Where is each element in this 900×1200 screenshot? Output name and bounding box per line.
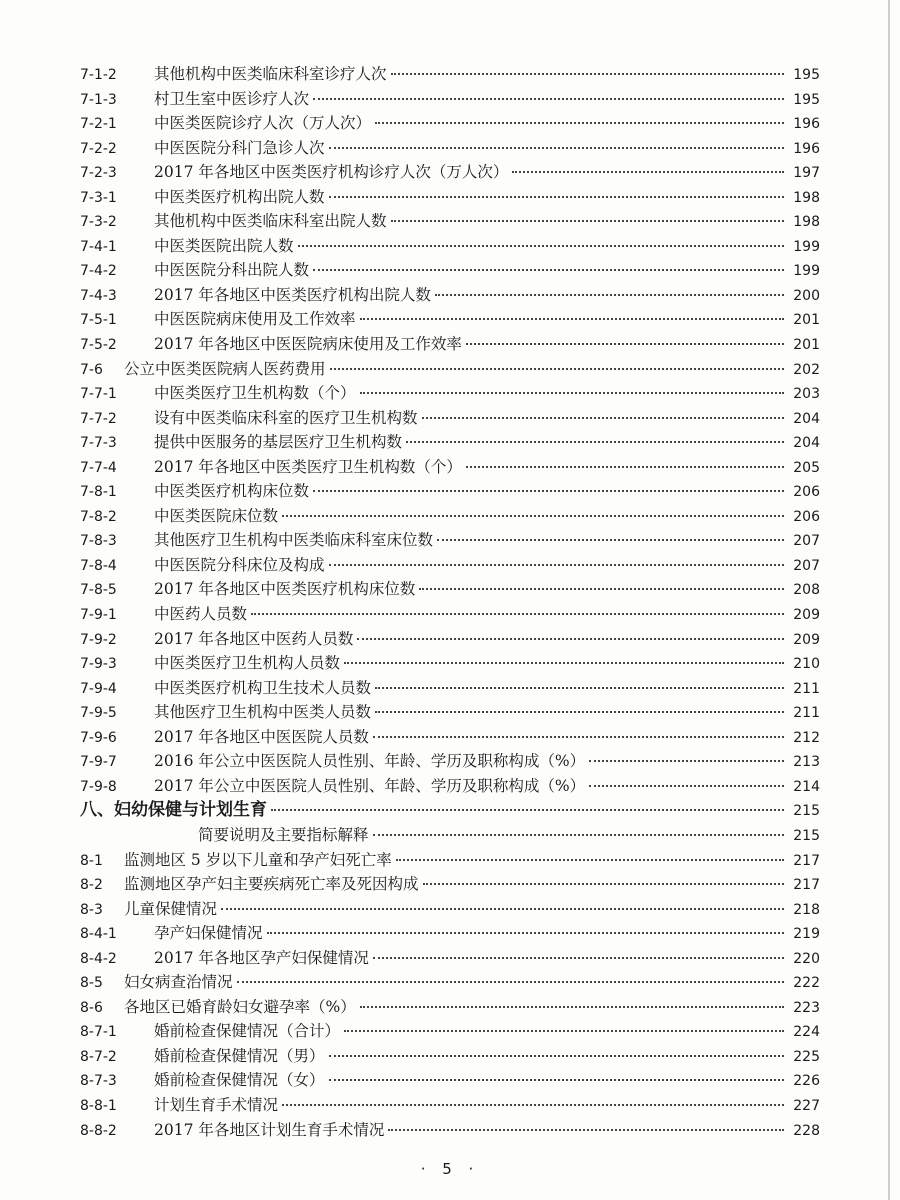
toc-dot-leader <box>330 367 784 370</box>
toc-entry-number: 8-6 <box>80 999 103 1016</box>
toc-entry-title: 2017 年各地区计划生育手术情况 <box>154 1120 385 1139</box>
toc-entry-title: 监测地区孕产妇主要疾病死亡率及死因构成 <box>124 875 419 894</box>
toc-entry-title: 2017 年各地区中医医院人员数 <box>154 727 369 746</box>
toc-entry-page: 208 <box>793 582 820 599</box>
toc-entry <box>80 136 820 161</box>
toc-entry-number: 7-6 <box>80 361 103 378</box>
toc-entry-title: 村卫生室中医诊疗人次 <box>154 89 310 108</box>
toc-entry-page: 206 <box>793 484 820 501</box>
toc-entry-page: 198 <box>793 189 820 206</box>
toc-dot-leader <box>375 686 784 689</box>
toc-entry-number: 7-5-1 <box>80 312 117 329</box>
toc-entry-number: 7-8-1 <box>80 484 117 501</box>
toc-entry-number: 7-4-2 <box>80 263 117 280</box>
toc-entry-page: 207 <box>793 557 820 574</box>
toc-dot-leader <box>344 661 784 664</box>
table-of-contents <box>80 62 820 1142</box>
toc-dot-leader <box>375 710 784 713</box>
toc-entry-page: 217 <box>793 877 820 894</box>
toc-entry <box>80 602 820 627</box>
toc-entry <box>80 651 820 676</box>
toc-dot-leader <box>329 563 784 566</box>
toc-dot-leader <box>360 317 784 320</box>
toc-dot-leader <box>360 1005 784 1008</box>
toc-entry <box>80 725 820 750</box>
toc-entry <box>80 995 820 1020</box>
toc-dot-leader <box>391 72 784 75</box>
toc-entry-page: 206 <box>793 508 820 525</box>
toc-entry-title: 中医医院分科门急诊人次 <box>154 138 325 157</box>
toc-entry-page: 204 <box>793 435 820 452</box>
toc-entry <box>80 283 820 308</box>
toc-dot-leader <box>282 514 784 517</box>
toc-entry <box>80 258 820 283</box>
toc-dot-leader <box>435 293 784 296</box>
page-edge <box>888 0 890 1200</box>
toc-entry <box>80 111 820 136</box>
toc-entry-title: 中医医院分科床位及构成 <box>154 555 325 574</box>
toc-entry <box>80 160 820 185</box>
toc-entry-page: 223 <box>793 999 820 1016</box>
toc-entry <box>80 209 820 234</box>
toc-entry-page: 220 <box>793 950 820 967</box>
toc-entry-title: 公立中医类医院病人医药费用 <box>124 359 326 378</box>
toc-section-heading <box>80 798 820 823</box>
toc-dot-leader <box>406 440 784 443</box>
toc-entry-page: 204 <box>793 410 820 427</box>
toc-dot-leader <box>373 956 784 959</box>
toc-entry-page: 196 <box>793 116 820 133</box>
toc-entry-page: 226 <box>793 1073 820 1090</box>
toc-entry <box>80 1044 820 1069</box>
toc-dot-leader <box>313 97 784 100</box>
toc-entry-number: 8-8-2 <box>80 1122 117 1139</box>
toc-entry <box>80 406 820 431</box>
toc-dot-leader <box>396 858 784 861</box>
toc-entry-page: 209 <box>793 607 820 624</box>
toc-entry <box>80 749 820 774</box>
toc-entry-number: 7-1-2 <box>80 67 117 83</box>
toc-entry-title: 2017 年各地区中医药人员数 <box>154 629 354 648</box>
toc-entry-title: 监测地区 5 岁以下儿童和孕产妇死亡率 <box>124 850 392 869</box>
toc-dot-leader <box>360 391 784 394</box>
toc-entry-title: 2017 年各地区中医类医疗卫生机构数（个） <box>154 457 462 476</box>
toc-entry-page: 203 <box>793 386 820 403</box>
toc-entry <box>80 577 820 602</box>
toc-entry-title: 计划生育手术情况 <box>154 1095 279 1114</box>
toc-entry-title: 孕产妇保健情况 <box>154 924 263 943</box>
toc-entry-title: 各地区已婚育龄妇女避孕率（%） <box>124 997 356 1016</box>
toc-entry-title: 中医医院病床使用及工作效率 <box>154 310 356 329</box>
toc-entry-page: 205 <box>793 459 820 476</box>
page-number: · 5 · <box>420 1160 480 1178</box>
toc-dot-leader <box>329 1078 784 1081</box>
toc-entry-title: 婚前检查保健情况（男） <box>154 1046 325 1065</box>
toc-entry-page: 211 <box>793 680 820 697</box>
toc-entry-number: 7-2-1 <box>80 116 117 133</box>
toc-dot-leader <box>391 219 784 222</box>
toc-entry-title: 婚前检查保健情况（合计） <box>154 1022 341 1041</box>
toc-entry-title: 中医类医疗卫生机构人员数 <box>154 654 341 673</box>
toc-entry-title: 2017 年各地区中医类医疗机构诊疗人次（万人次） <box>154 163 509 182</box>
toc-dot-leader <box>589 784 784 787</box>
toc-entry <box>80 62 820 87</box>
toc-entry <box>80 823 820 848</box>
toc-entry-number: 7-7-4 <box>80 459 117 476</box>
toc-entry-number: 8-5 <box>80 975 103 992</box>
toc-entry-number: 8-2 <box>80 877 103 894</box>
toc-entry-number: 8-7-2 <box>80 1048 117 1065</box>
toc-entry-number: 7-9-8 <box>80 778 117 795</box>
toc-dot-leader <box>589 759 784 762</box>
toc-dot-leader <box>329 146 784 149</box>
toc-entry-number: 7-9-6 <box>80 729 117 746</box>
toc-entry-title: 中医类医院出院人数 <box>154 236 294 255</box>
toc-dot-leader <box>375 121 784 124</box>
toc-dot-leader <box>419 587 784 590</box>
toc-entry-number: 7-9-5 <box>80 705 117 722</box>
toc-entry-number: 8-7-1 <box>80 1024 117 1041</box>
toc-entry-page: 195 <box>793 67 820 83</box>
toc-entry-page: 195 <box>793 91 820 108</box>
toc-entry-title: 2017 年各地区中医类医疗机构出院人数 <box>154 285 431 304</box>
toc-entry-page: 228 <box>793 1122 820 1139</box>
toc-dot-leader <box>221 907 784 910</box>
toc-entry <box>80 676 820 701</box>
toc-entry-title: 中医类医疗机构出院人数 <box>154 187 325 206</box>
toc-entry-number: 7-4-1 <box>80 238 117 255</box>
toc-entry-title: 2017 年公立中医医院人员性别、年龄、学历及职称构成（%） <box>154 776 586 795</box>
toc-entry <box>80 185 820 210</box>
toc-entry-title: 设有中医类临床科室的医疗卫生机构数 <box>154 408 418 427</box>
toc-entry-title: 中医类医院床位数 <box>154 506 279 525</box>
toc-entry-page: 197 <box>793 165 820 182</box>
toc-entry <box>80 1093 820 1118</box>
toc-dot-leader <box>373 833 784 836</box>
toc-entry <box>80 921 820 946</box>
toc-dot-leader <box>373 735 784 738</box>
toc-entry-page: 207 <box>793 533 820 550</box>
toc-entry <box>80 87 820 112</box>
toc-entry-title: 八、妇幼保健与计划生育 <box>80 800 267 821</box>
toc-dot-leader <box>329 195 784 198</box>
toc-dot-leader <box>282 1103 784 1106</box>
toc-dot-leader <box>437 538 784 541</box>
toc-entry-number: 8-4-2 <box>80 950 117 967</box>
toc-entry-number: 7-7-1 <box>80 386 117 403</box>
toc-entry-title: 2017 年各地区中医类医疗机构床位数 <box>154 580 416 599</box>
toc-entry-title: 提供中医服务的基层医疗卫生机构数 <box>154 433 403 452</box>
toc-entry-page: 201 <box>793 312 820 329</box>
toc-entry-number: 7-2-3 <box>80 165 117 182</box>
toc-entry-number: 7-9-4 <box>80 680 117 697</box>
toc-dot-leader <box>388 1128 784 1131</box>
toc-entry <box>80 700 820 725</box>
toc-entry-title: 2016 年公立中医医院人员性别、年龄、学历及职称构成（%） <box>154 752 586 771</box>
toc-entry-page: 209 <box>793 631 820 648</box>
toc-entry-number: 7-8-2 <box>80 508 117 525</box>
toc-entry-page: 215 <box>793 803 820 820</box>
toc-entry-page: 201 <box>793 337 820 354</box>
toc-entry-title: 简要说明及主要指标解释 <box>198 825 369 844</box>
toc-entry-title: 2017 年各地区中医医院病床使用及工作效率 <box>154 335 462 354</box>
toc-entry-number: 7-5-2 <box>80 337 117 354</box>
toc-entry-number: 8-4-1 <box>80 926 117 943</box>
toc-entry <box>80 479 820 504</box>
toc-entry <box>80 946 820 971</box>
toc-entry-page: 213 <box>793 754 820 771</box>
toc-dot-leader <box>267 931 784 934</box>
toc-entry <box>80 553 820 578</box>
toc-entry-page: 222 <box>793 975 820 992</box>
toc-dot-leader <box>237 980 784 983</box>
toc-entry-page: 199 <box>793 263 820 280</box>
toc-dot-leader <box>298 244 784 247</box>
toc-entry-title: 2017 年各地区孕产妇保健情况 <box>154 948 369 967</box>
toc-entry-number: 7-9-1 <box>80 607 117 624</box>
toc-entry-number: 7-1-3 <box>80 91 117 108</box>
toc-entry-number: 7-8-5 <box>80 582 117 599</box>
toc-entry-title: 其他医疗卫生机构中医类人员数 <box>154 703 372 722</box>
toc-entry <box>80 897 820 922</box>
toc-entry <box>80 528 820 553</box>
toc-dot-leader <box>329 1054 784 1057</box>
toc-entry-number: 7-8-4 <box>80 557 117 574</box>
toc-entry-page: 225 <box>793 1048 820 1065</box>
toc-entry-title: 妇女病查治情况 <box>124 973 233 992</box>
toc-entry-title: 中医类医疗机构床位数 <box>154 482 310 501</box>
toc-entry-page: 219 <box>793 926 820 943</box>
toc-entry <box>80 774 820 799</box>
toc-entry-number: 8-8-1 <box>80 1097 117 1114</box>
toc-dot-leader <box>251 612 784 615</box>
toc-entry-number: 7-9-2 <box>80 631 117 648</box>
toc-dot-leader <box>422 416 784 419</box>
toc-entry-title: 其他机构中医类临床科室诊疗人次 <box>154 65 387 83</box>
toc-entry-title: 中医类医院诊疗人次（万人次） <box>154 114 372 133</box>
toc-entry-page: 227 <box>793 1097 820 1114</box>
toc-entry-title: 其他机构中医类临床科室出院人数 <box>154 212 387 231</box>
toc-dot-leader <box>313 489 784 492</box>
toc-entry-page: 202 <box>793 361 820 378</box>
toc-entry-number: 7-8-3 <box>80 533 117 550</box>
toc-entry <box>80 1068 820 1093</box>
toc-entry <box>80 504 820 529</box>
toc-dot-leader <box>344 1029 784 1032</box>
toc-entry-page: 211 <box>793 705 820 722</box>
toc-entry <box>80 970 820 995</box>
toc-entry-number: 7-7-3 <box>80 435 117 452</box>
toc-dot-leader <box>466 465 784 468</box>
toc-entry-number: 8-1 <box>80 852 103 869</box>
toc-entry-page: 198 <box>793 214 820 231</box>
toc-entry <box>80 381 820 406</box>
toc-entry-number: 7-3-2 <box>80 214 117 231</box>
toc-entry-number: 7-3-1 <box>80 189 117 206</box>
toc-entry-number: 7-2-2 <box>80 140 117 157</box>
toc-entry-page: 199 <box>793 238 820 255</box>
toc-dot-leader <box>512 170 784 173</box>
toc-entry-number: 7-7-2 <box>80 410 117 427</box>
toc-entry <box>80 1118 820 1143</box>
toc-entry <box>80 234 820 259</box>
toc-entry-page: 217 <box>793 852 820 869</box>
toc-entry-number: 7-9-3 <box>80 656 117 673</box>
toc-entry-number: 7-4-3 <box>80 287 117 304</box>
toc-entry-page: 224 <box>793 1024 820 1041</box>
toc-entry <box>80 332 820 357</box>
toc-entry <box>80 307 820 332</box>
toc-entry-title: 其他医疗卫生机构中医类临床科室床位数 <box>154 531 434 550</box>
toc-dot-leader <box>423 882 784 885</box>
toc-entry-page: 212 <box>793 729 820 746</box>
toc-entry <box>80 430 820 455</box>
toc-entry <box>80 627 820 652</box>
toc-entry-title: 中医类医疗卫生机构数（个） <box>154 384 356 403</box>
toc-entry-title: 婚前检查保健情况（女） <box>154 1071 325 1090</box>
toc-dot-leader <box>271 808 784 811</box>
toc-entry-page: 215 <box>793 827 820 844</box>
toc-entry <box>80 1019 820 1044</box>
toc-entry-number: 7-9-7 <box>80 754 117 771</box>
toc-entry-page: 210 <box>793 656 820 673</box>
toc-entry-title: 中医类医疗机构卫生技术人员数 <box>154 678 372 697</box>
toc-entry <box>80 357 820 382</box>
toc-entry-page: 196 <box>793 140 820 157</box>
toc-entry <box>80 872 820 897</box>
toc-entry-page: 200 <box>793 287 820 304</box>
toc-entry <box>80 455 820 480</box>
toc-dot-leader <box>357 637 784 640</box>
toc-entry-number: 8-3 <box>80 901 103 918</box>
toc-entry <box>80 848 820 873</box>
toc-entry-title: 中医医院分科出院人数 <box>154 261 310 280</box>
toc-entry-title: 儿童保健情况 <box>124 899 218 918</box>
toc-entry-page: 214 <box>793 778 820 795</box>
toc-entry-title: 中医药人员数 <box>154 605 248 624</box>
toc-entry-number: 8-7-3 <box>80 1073 117 1090</box>
toc-dot-leader <box>466 342 784 345</box>
toc-dot-leader <box>313 268 784 271</box>
toc-entry-page: 218 <box>793 901 820 918</box>
